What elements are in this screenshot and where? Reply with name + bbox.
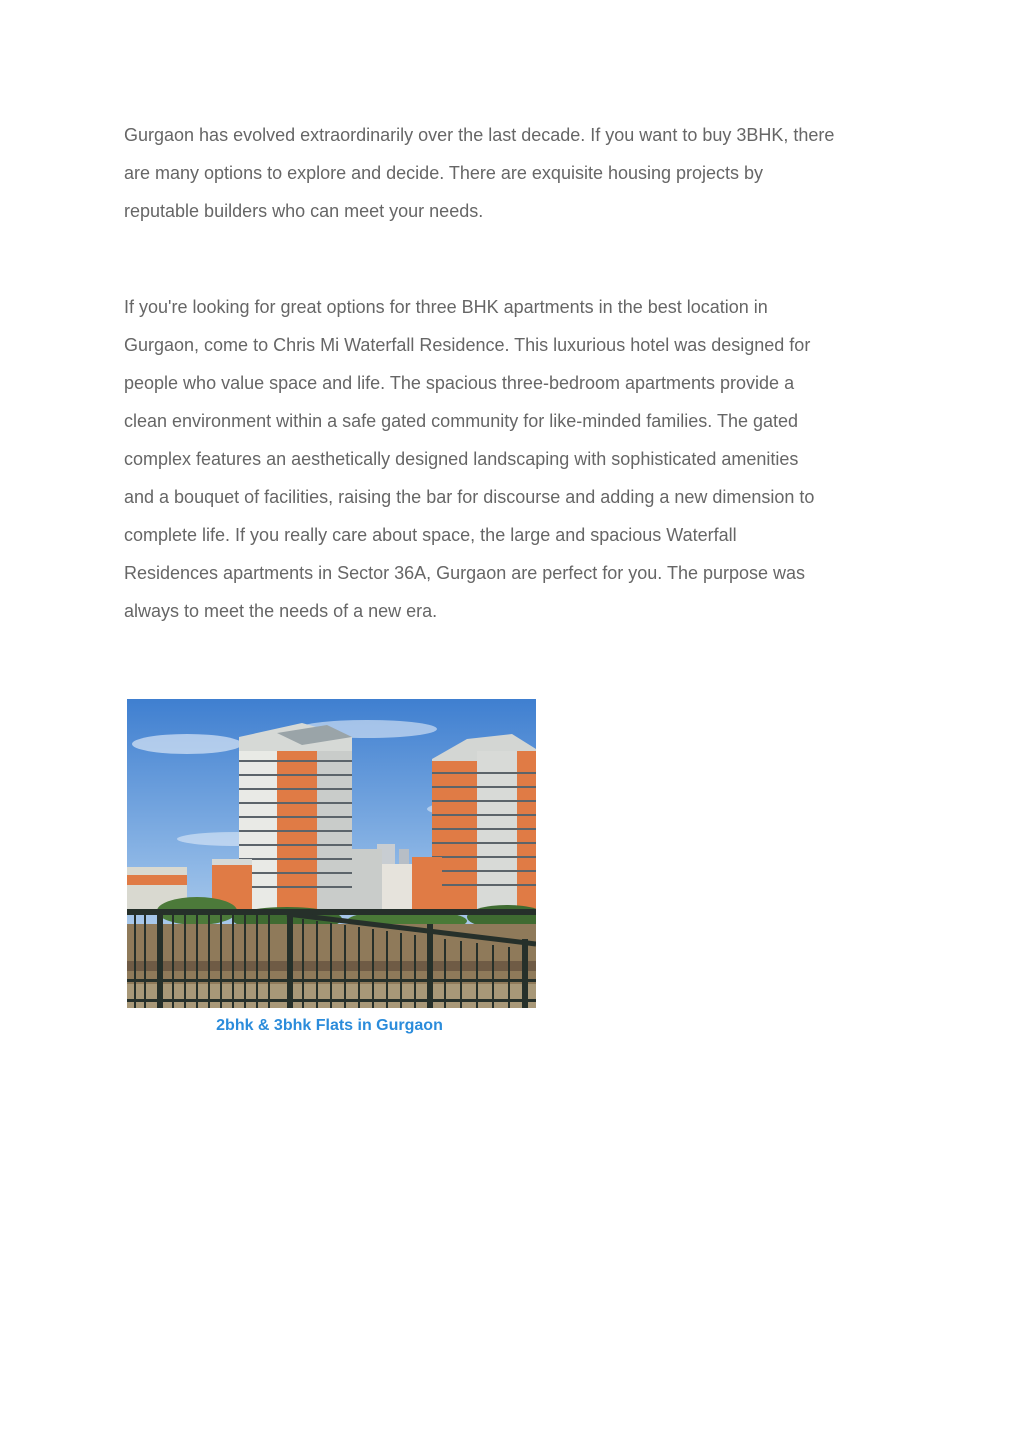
paragraph-intro [124,116,904,230]
paragraph-line: clean environment within a safe gated community for like-minded families. The gated [124,411,799,431]
paragraph-line: complete life. If you really care about space, the large and spacious Waterfall [124,525,737,545]
paragraph-line: always to meet the needs of a new era. [124,601,438,621]
apartment-towers-illustration [127,699,536,1008]
paragraph-line: reputable builders who can meet your needs. [124,201,484,221]
paragraph-line: Gurgaon has evolved extraordinarily over the last decade. If you want to buy 3BHK, there [124,125,835,145]
paragraph-line: Residences apartments in Sector 36A, Gurgaon are perfect for you. The purpose was [124,563,806,583]
paragraph-line: and a bouquet of facilities, raising the bar for discourse and adding a new dimension to [124,487,815,507]
paragraph-line: complex features an aesthetically designed landscaping with sophisticated amenities [124,449,799,469]
paragraph-line: If you're looking for great options for three BHK apartments in the best location in [124,297,768,317]
paragraph-line: people who value space and life. The spacious three-bedroom apartments provide a [124,373,795,393]
apartment-photo [127,699,536,1008]
paragraph-waterfall-residence [124,288,904,630]
photo-caption-link[interactable]: 2bhk & 3bhk Flats in Gurgaon [216,1017,443,1034]
paragraph-line: Gurgaon, come to Chris Mi Waterfall Residence. This luxurious hotel was designed for [124,335,811,355]
paragraph-line: are many options to explore and decide. There are exquisite housing projects by [124,163,764,183]
